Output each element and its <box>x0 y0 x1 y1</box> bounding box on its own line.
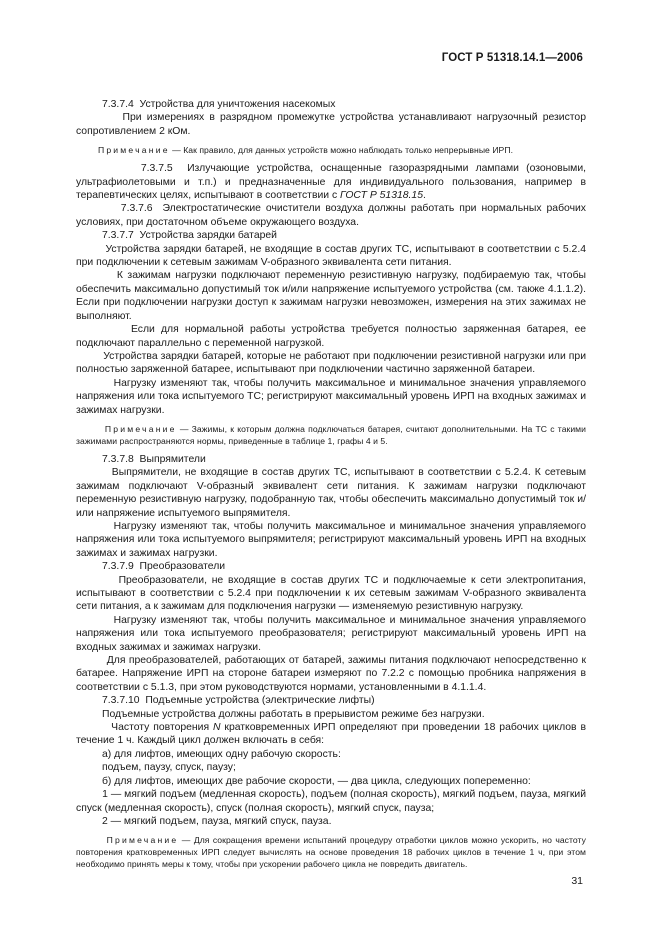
section-heading <box>76 98 586 111</box>
paragraph-text: Если для нормальной работы устройства требуется полностью заряженная батарея, ее подключают параллельно с переменной нагрузкой. <box>76 324 586 349</box>
section-number: 7.3.7.6 <box>120 203 153 215</box>
section-number: 7.3.7.7 <box>101 230 134 242</box>
paragraph <box>76 748 586 761</box>
section-paragraph <box>76 202 586 229</box>
paragraph-text: 1 — мягкий подъем (медленная скорость), подъем (полная скорость), мягкий подъем, пауза, мягкий спуск (медленная скорость), спуск (полная скорость), мягкий спуск, пауза; <box>76 789 587 814</box>
paragraph <box>76 323 586 350</box>
paragraph <box>76 775 586 788</box>
paragraph <box>76 815 586 828</box>
paragraph <box>76 788 586 815</box>
paragraph <box>76 721 586 748</box>
paragraph-text: К зажимам нагрузки подключают переменную резистивную нагрузку, подбираемую так, чтобы обеспечить максимально допустимый ток и/или напряжение испытуемого устройства (см. также 4.1.1.2). Если при подключении нагрузки доступ к зажимам нагрузки невозможен, измерения на этих зажимах не выполняют. <box>76 270 586 322</box>
section-title: Устройства для уничтожения насекомых <box>139 99 336 110</box>
section-title: Преобразователи <box>139 561 226 573</box>
section-title: Подъемные устройства (электрические лифты) <box>145 695 375 707</box>
section-heading <box>76 229 586 242</box>
paragraph-text: подъем, паузу, спуск, паузу; <box>101 762 236 774</box>
paragraph <box>76 654 586 694</box>
paragraph-text: Электростатические очистители воздуха должны работать при нормальных рабочих условиях, при достаточном объеме окружающего воздуха. <box>76 203 586 228</box>
paragraph <box>76 520 586 560</box>
paragraph <box>76 350 586 377</box>
paragraph-text: Преобразователи, не входящие в состав других ТС и подключаемые к сети электропитания, испытывают в соответствии с 5.2.4 при подключении к их сетевым зажимам V-образного эквивалента сети питания, а к зажимам для подключения нагрузки — изменяемую резистивную нагрузку. <box>76 574 587 613</box>
paragraph-text: Для преобразователей, работающих от батарей, зажимы питания подключают непосредственно к батарее. Напряжение ИРП на стороне батареи измеряют по 7.2.2 с помощью пробника напряжения в соответствии с 5.1.3, при этом руководствуются нормами, установленными в 4.1.1.4. <box>76 655 586 693</box>
note <box>76 144 586 156</box>
section-number: 7.3.7.10 <box>101 695 140 707</box>
note-label: Примечание <box>104 423 177 434</box>
section-heading <box>76 694 586 707</box>
note <box>76 834 586 870</box>
section-number: 7.3.7.9 <box>101 561 134 573</box>
paragraph-text: Нагрузку изменяют так, чтобы получить максимальное и минимальное значения управляемого напряжения или тока испытуемого выпрямителя; регистрируют максимальный уровень ИРП на входных зажимах и зажимах нагрузки. <box>76 520 587 559</box>
paragraph-text: При измерениях в разрядном промежутке устройства устанавливают нагрузочный резистор сопротивлением 2 кОм. <box>76 112 586 137</box>
paragraph-text: а) для лифтов, имеющих одну рабочую скорость: <box>101 748 341 760</box>
paragraph-text: Устройства зарядки батарей, не входящие в состав других ТС, испытывают в соответствии с 5.2.4 при подключении к сетевым зажимам V-образного эквивалента сети питания. <box>76 243 587 269</box>
section-number: 7.3.7.4 <box>101 99 134 110</box>
paragraph-text: кратковременных ИРП определяют при проведении 18 рабочих циклов в течение 1 ч. Каждый цикл должен включать в себя: <box>76 722 586 747</box>
note-text: — Как правило, для данных устройств можно наблюдать только непрерывные ИРП. <box>169 145 514 156</box>
document-header: ГОСТ Р 51318.14.1—2006 <box>441 52 583 64</box>
paragraph <box>76 269 586 323</box>
section-heading <box>76 560 586 573</box>
section-number: 7.3.7.5 <box>140 163 173 175</box>
section-number: 7.3.7.8 <box>101 453 134 465</box>
note-label: Примечание <box>106 835 179 846</box>
paragraph-text: Выпрямители, не входящие в состав других ТС, испытывают в соответствии с 5.2.4. К сетевым зажимам подключают V-образный эквивалент сети питания. К зажимам нагрузки подключают переменную резистивную нагрузку, подобранную так, чтобы обеспечить максимально допустимый ток и/или напряжение испытуемого выпрямителя. <box>76 467 586 519</box>
section-title: Устройства зарядки батарей <box>139 230 277 242</box>
page-number: 31 <box>571 875 583 887</box>
paragraph <box>76 377 586 417</box>
paragraph-text: Излучающие устройства, оснащенные газоразрядными лампами (озоновыми, ультрафиолетовыми и т.п.) и предназначенные для индивидуального пользования, например в терапевтических целях, испытывают в соответствии с <box>76 163 587 202</box>
paragraph-text: Подъемные устройства должны работать в прерывистом режиме без нагрузки. <box>101 708 485 720</box>
paragraph <box>76 708 586 721</box>
note-label: Примечание <box>97 145 170 156</box>
paragraph-text: Частоту повторения <box>111 722 213 734</box>
paragraph-text: б) для лифтов, имеющих две рабочие скорости, — два цикла, следующих попеременно: <box>101 775 531 787</box>
note-text: — Для сокращения времени испытаний процедуру отработки циклов можно ускорить, но частоту повторения кратковременных ИРП следует вычислять на основе проведения 18 рабочих циклов в течение 1 ч, при этом необходимо принять меры к тому, чтобы при ускорении рабочего цикла не повредить двигатель. <box>76 835 586 870</box>
variable-symbol: N <box>213 722 221 734</box>
paragraph-text: Устройства зарядки батарей, которые не работают при подключении резистивной нагрузки или при полностью заряженной батарее, испытывают при подключении частично заряженной батареи. <box>76 350 586 376</box>
paragraph-text: Нагрузку изменяют так, чтобы получить максимальное и минимальное значения управляемого напряжения или тока испытуемого ТС; регистрируют максимальный уровень ИРП на входных зажимах и зажимах нагрузки. <box>76 377 587 416</box>
section-heading <box>76 453 586 466</box>
paragraph-text: 2 — мягкий подъем, пауза, мягкий спуск, пауза. <box>101 815 332 827</box>
paragraph-text: . <box>422 190 426 202</box>
note-text: — Зажимы, к которым должна подключаться батарея, считают дополнительными. На ТС с такими зажимами распространяются нормы, приведенные в таблице 1, графы 4 и 5. <box>76 423 586 446</box>
standard-reference: ГОСТ Р 51318.15 <box>340 190 423 202</box>
paragraph <box>76 761 586 774</box>
note <box>76 423 586 447</box>
paragraph <box>76 111 586 138</box>
document-body <box>76 98 586 876</box>
paragraph-text: Нагрузку изменяют так, чтобы получить максимальное и минимальное значения управляемого напряжения или тока испытуемого преобразователя; регистрируют максимальный уровень ИРП на входных зажимах и зажимах нагрузки. <box>76 614 587 653</box>
section-paragraph <box>76 162 586 202</box>
paragraph <box>76 243 586 270</box>
paragraph <box>76 574 586 614</box>
paragraph <box>76 614 586 654</box>
section-title: Выпрямители <box>139 453 206 465</box>
paragraph <box>76 466 586 520</box>
